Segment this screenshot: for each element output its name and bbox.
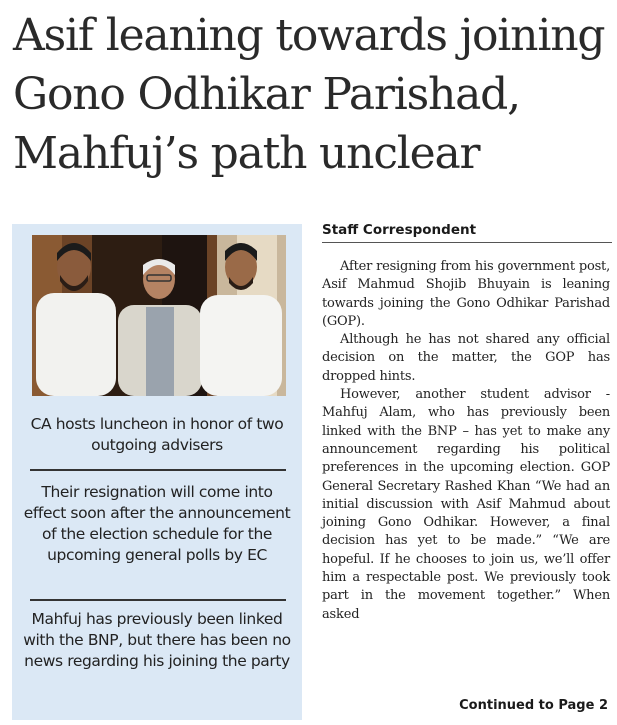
headline-line-2: Gono Odhikar Parishad, xyxy=(13,69,520,120)
sidebar-caption-3: Mahfuj has previously been linked with the BNP, but there has been no news regarding his joining the party xyxy=(23,610,291,670)
article-paragraph: However, another student advisor - Mahfuj Alam, who has previously been linked with the BNP – has yet to make any announcement regarding his political preferences in the upcoming election. GOP General Secretary Rashed Khan “We had an initial discussion with Asif Mahmud about joining Gono Odhikar. However, a final decision has yet to be made.” “We are hopeful. If he chooses to join us, we’ll offer him a respectable post. We previously took part in the movement together.” When asked xyxy=(322,387,610,622)
divider xyxy=(30,469,286,471)
headline-line-3: Mahfuj’s path unclear xyxy=(13,128,480,179)
continued-link[interactable]: Continued to Page 2 xyxy=(459,698,608,713)
article-body xyxy=(322,258,610,624)
article-paragraph: Although he has not shared any official decision on the matter, the GOP has dropped hints. xyxy=(322,332,610,384)
headline xyxy=(13,6,613,183)
news-photo xyxy=(32,235,286,396)
divider xyxy=(30,599,286,601)
sidebar-box xyxy=(12,224,302,720)
headline-line-1: Asif leaning towards joining xyxy=(13,10,605,61)
sidebar-caption-1: CA hosts luncheon in honor of two outgoing advisers xyxy=(30,415,284,454)
photo-illustration xyxy=(32,235,286,396)
byline: Staff Correspondent xyxy=(322,222,612,243)
article-paragraph: After resigning from his government post, Asif Mahmud Shojib Bhuyain is leaning towards joining the Gono Odhikar Parishad (GOP). xyxy=(322,259,610,329)
sidebar-caption-2: Their resignation will come into effect soon after the announcement of the election schedule for the upcoming general polls by EC xyxy=(23,483,291,564)
